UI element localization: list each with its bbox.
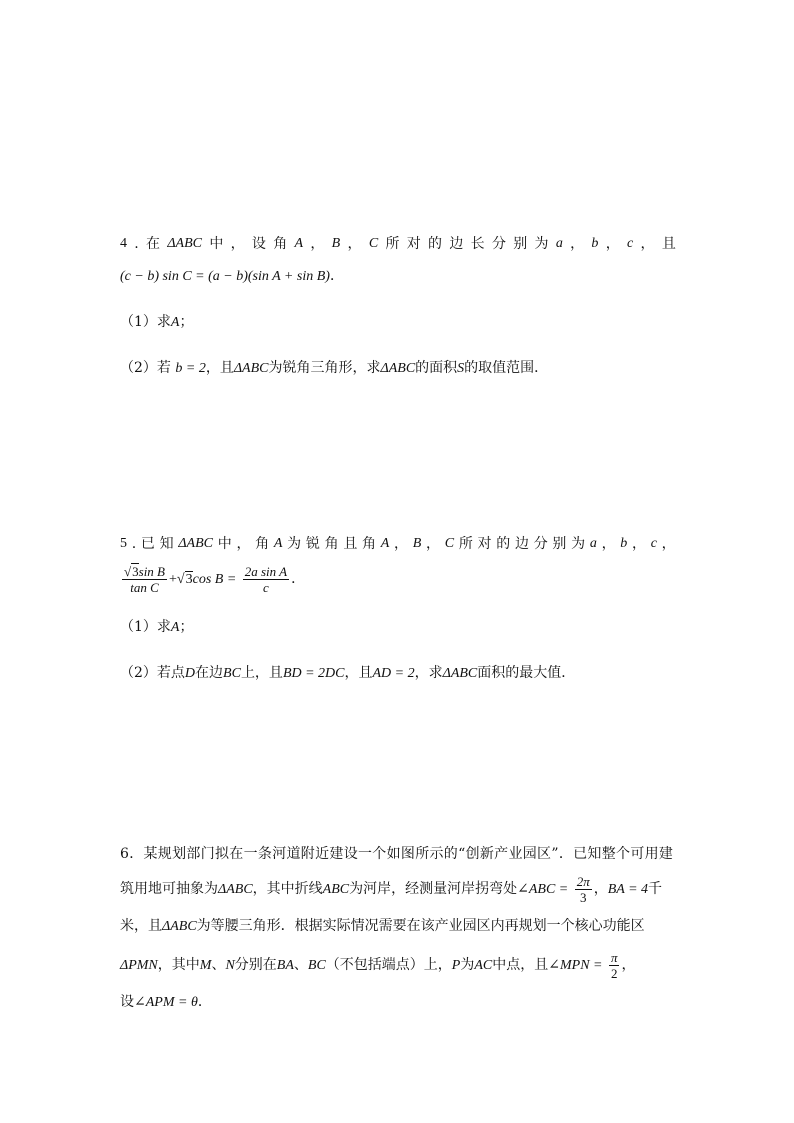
problem-5-question-2: （2）若点D在边BC上，且BD = 2DC，且AD = 2，求ΔABC面积的最大值． bbox=[120, 665, 576, 681]
fraction-2asinA-over-c: $\frac{\text{2a sin A}}{c}$ bbox=[244, 563, 288, 595]
problem-4-question-1: （1）求A； bbox=[120, 314, 194, 330]
problem-5-line-1: 5 . 已 知 ΔABC 中 ， 角 A 为 锐 角 且 角 A ， B ， C 所 对 的 边 分 别 为 a ， b ， c ， bbox=[120, 536, 676, 552]
fraction-2pi-over-3: $\frac{2\pi}{3}$ bbox=[576, 873, 590, 905]
problem-5-question-1: （1）求A； bbox=[120, 619, 194, 635]
problem-4-line-1: 4 . 在 ΔABC 中 ， 设 角 A ， B ， C 所 对 的 边 长 分 别 为 a ， b ， c ， 且 bbox=[120, 236, 676, 252]
problem-6-line-2: 筑用地可抽象为ΔABC，其中折线ABC为河岸，经测量河岸拐弯处∠ABC = $\frac{2\pi}{3}$ ，BA = 4千 bbox=[120, 873, 663, 905]
fraction-pi-over-2: $\frac{\pi}{2}$ bbox=[610, 949, 618, 981]
problem-4-question-2: （2）若 b = 2，且ΔABC为锐角三角形，求ΔABC的面积S的取值范围． bbox=[120, 360, 549, 376]
problem-6-line-5: 设∠APM = θ． bbox=[120, 994, 212, 1010]
problem-4-equation: (c − b) sin C = (a − b)(sin A + sin B)． bbox=[120, 268, 344, 284]
fraction-sqrt3-sinB-over-tanC: $\frac{\text{√3sin B}}{\text{tan C}}$ bbox=[124, 563, 166, 595]
problem-6-line-1: 6．某规划部门拟在一条河道附近建设一个如图所示的“创新产业园区”．已知整个可用建 bbox=[120, 846, 674, 862]
problem-5-equation: $\frac{\text{√3sin B}}{\text{tan C}}$ +√3cos B = $\frac{\text{2a sin A}}{c}$ ． bbox=[124, 563, 306, 595]
problem-6-line-3: 米，且ΔABC为等腰三角形．根据实际情况需要在该产业园区内再规划一个核心功能区 bbox=[120, 918, 645, 934]
problem-6-line-4: ΔPMN，其中M、N分别在BA、BC（不包括端点）上，P为AC中点，且∠MPN = $\frac{\pi}{2}$ ， bbox=[120, 949, 636, 981]
